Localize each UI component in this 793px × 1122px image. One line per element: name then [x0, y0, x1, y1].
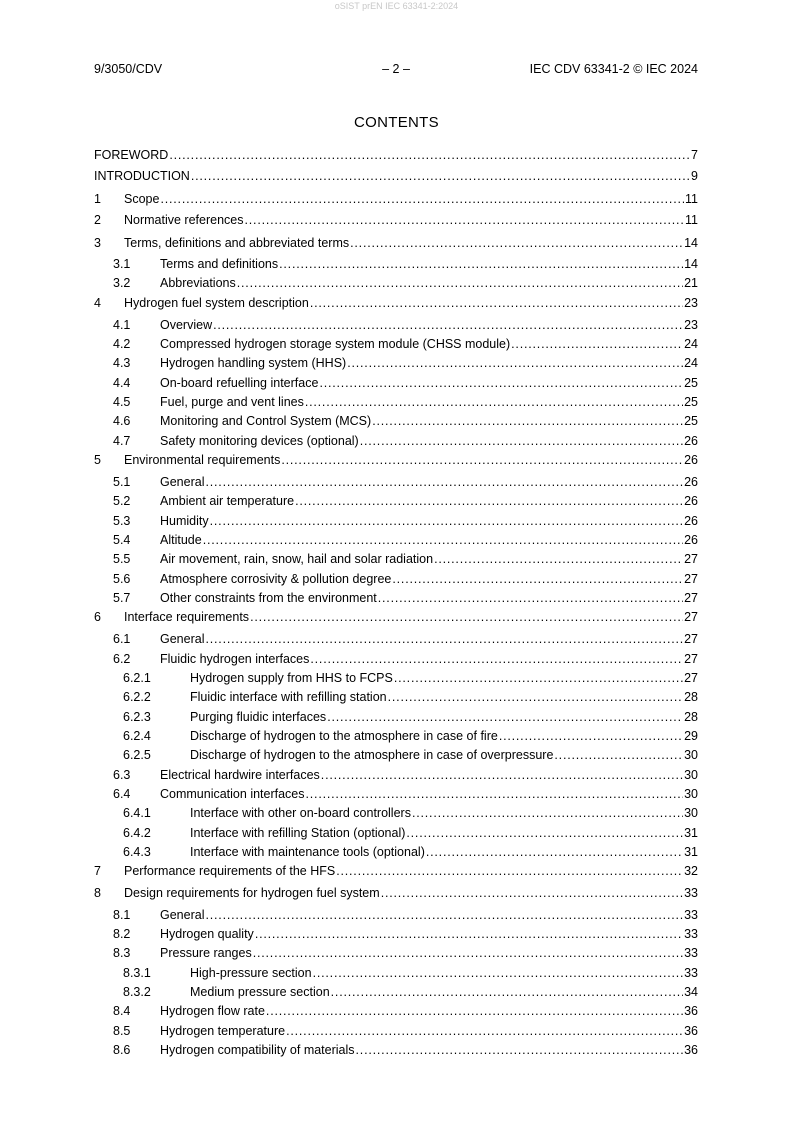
toc-entry-page: 23	[684, 318, 698, 332]
toc-entry-page: 21	[684, 276, 698, 290]
dot-leader	[350, 234, 683, 253]
toc-entry-title: Interface requirements	[124, 610, 250, 624]
toc-entry-link[interactable]	[190, 688, 698, 707]
toc-entry-title: Hydrogen flow rate	[160, 1004, 265, 1018]
toc-entry-number: 2	[94, 213, 101, 227]
toc-entry-title: Discharge of hydrogen to the atmosphere in case of fire	[190, 729, 498, 743]
toc-entry-page: 14	[684, 257, 698, 271]
dot-leader	[412, 804, 683, 823]
toc-entry-page: 27	[684, 652, 698, 666]
toc-entry-link[interactable]	[160, 1002, 698, 1021]
toc-entry[interactable]	[94, 146, 698, 165]
watermark: oSIST prEN IEC 63341-2:2024	[334, 1, 459, 11]
toc-entry-title: Pressure ranges	[160, 946, 252, 960]
toc-entry-link[interactable]	[160, 766, 698, 785]
toc-entry-page: 33	[684, 927, 698, 941]
toc-entry[interactable]	[94, 843, 698, 862]
toc-entry[interactable]	[94, 944, 698, 963]
toc-entry[interactable]	[94, 1041, 698, 1060]
toc-entry[interactable]	[94, 393, 698, 412]
toc-entry-number: 4.6	[113, 414, 131, 428]
dot-leader	[381, 884, 683, 903]
toc-entry-title: Ambient air temperature	[160, 494, 295, 508]
toc-entry-page: 24	[684, 337, 698, 351]
toc-entry-number: 3.1	[113, 257, 131, 271]
toc-entry-title: Hydrogen handling system (HHS)	[160, 356, 347, 370]
toc-entry[interactable]	[94, 708, 698, 727]
dot-leader	[203, 531, 683, 550]
toc-entry-title: Medium pressure section	[190, 985, 330, 999]
toc-entry-page: 31	[684, 845, 698, 859]
toc-entry[interactable]	[94, 316, 698, 335]
dot-leader	[356, 1041, 684, 1060]
dot-leader	[388, 688, 683, 707]
standard-designation: IEC CDV 63341-2 © IEC 2024	[529, 62, 698, 76]
toc-entry-page: 27	[684, 671, 698, 685]
toc-entry-page: 36	[684, 1004, 698, 1018]
toc-entry-page: 26	[684, 494, 698, 508]
toc-entry-title: General	[160, 632, 205, 646]
toc-entry-page: 30	[684, 787, 698, 801]
dot-leader	[255, 925, 683, 944]
toc-entry-number: 6.2.5	[123, 748, 151, 762]
toc-entry-page: 30	[684, 748, 698, 762]
dot-leader	[266, 1002, 683, 1021]
toc-entry-link[interactable]	[124, 884, 698, 903]
toc-entry-number: 7	[94, 864, 101, 878]
toc-entry[interactable]	[94, 512, 698, 531]
toc-entry-link[interactable]	[160, 492, 698, 511]
toc-entry-link[interactable]	[160, 473, 698, 492]
toc-entry-number: 5.2	[113, 494, 131, 508]
toc-entry-link[interactable]	[160, 785, 698, 804]
toc-entry[interactable]	[94, 274, 698, 293]
toc-entry-link[interactable]	[160, 531, 698, 550]
toc-entry-number: 5	[94, 453, 101, 467]
toc-entry-number: 6.3	[113, 768, 131, 782]
toc-entry-number: 4.4	[113, 376, 131, 390]
toc-entry[interactable]	[94, 785, 698, 804]
dot-leader	[378, 589, 683, 608]
toc-entry-title: Safety monitoring devices (optional)	[160, 434, 359, 448]
dot-leader	[306, 785, 684, 804]
toc-entry-number: 4	[94, 296, 101, 310]
toc-entry-number: 4.7	[113, 434, 131, 448]
toc-entry-link[interactable]	[160, 550, 698, 569]
toc-entry-page: 30	[684, 768, 698, 782]
dot-leader	[295, 492, 683, 511]
toc-entry-page: 27	[684, 552, 698, 566]
toc-entry-link[interactable]	[190, 804, 698, 823]
toc-entry[interactable]	[94, 234, 698, 253]
dot-leader	[310, 294, 683, 313]
toc-entry-title: Discharge of hydrogen to the atmosphere in case of overpressure	[190, 748, 554, 762]
toc-entry-link[interactable]	[190, 669, 698, 688]
toc-entry-number: 8.3.2	[123, 985, 151, 999]
toc-entry[interactable]	[94, 964, 698, 983]
toc-entry-link[interactable]	[124, 190, 698, 209]
toc-entry-link[interactable]	[94, 146, 698, 165]
toc-entry-title: Hydrogen supply from HHS to FCPS	[190, 671, 393, 685]
toc-entry-title: Design requirements for hydrogen fuel system	[124, 886, 380, 900]
toc-entry-number: 6.4.3	[123, 845, 151, 859]
toc-entry-title: Environmental requirements	[124, 453, 281, 467]
toc-entry-page: 27	[684, 610, 698, 624]
toc-entry-link[interactable]	[160, 570, 698, 589]
toc-entry[interactable]	[94, 335, 698, 354]
toc-entry-number: 8.4	[113, 1004, 131, 1018]
dot-leader	[213, 316, 683, 335]
dot-leader	[245, 211, 685, 230]
dot-leader	[554, 746, 683, 765]
toc-entry[interactable]	[94, 1022, 698, 1041]
toc-entry-page: 11	[685, 192, 698, 206]
toc-entry-page: 33	[684, 886, 698, 900]
toc-entry-title: Electrical hardwire interfaces	[160, 768, 320, 782]
toc-entry[interactable]	[94, 432, 698, 451]
toc-entry-link[interactable]	[190, 843, 698, 862]
dot-leader	[336, 862, 683, 881]
toc-entry-link[interactable]	[160, 432, 698, 451]
toc-entry[interactable]	[94, 925, 698, 944]
toc-entry-page: 25	[684, 395, 698, 409]
toc-entry[interactable]	[94, 473, 698, 492]
toc-entry-page: 27	[684, 572, 698, 586]
dot-leader	[210, 512, 683, 531]
toc-entry-page: 14	[684, 236, 698, 250]
dot-leader	[310, 650, 683, 669]
toc-entry-page: 24	[684, 356, 698, 370]
toc-entry-number: 3.2	[113, 276, 131, 290]
toc-entry-link[interactable]	[160, 412, 698, 431]
toc-entry-title: General	[160, 908, 205, 922]
toc-entry[interactable]	[94, 824, 698, 843]
toc-entry-link[interactable]	[160, 589, 698, 608]
toc-entry-title: Overview	[160, 318, 213, 332]
dot-leader	[347, 354, 683, 373]
toc-entry-link[interactable]	[190, 983, 698, 1002]
toc-entry-page: 26	[684, 475, 698, 489]
toc-entry[interactable]	[94, 492, 698, 511]
dot-leader	[305, 393, 683, 412]
toc-entry-page: 26	[684, 533, 698, 547]
toc-entry-link[interactable]	[190, 708, 698, 727]
toc-entry-page: 23	[684, 296, 698, 310]
toc-entry-page: 33	[684, 966, 698, 980]
toc-entry[interactable]	[94, 906, 698, 925]
toc-entry-link[interactable]	[160, 393, 698, 412]
toc-entry-title: Fluidic interface with refilling station	[190, 690, 387, 704]
toc-entry-title: Atmosphere corrosivity & pollution degree	[160, 572, 392, 586]
toc-entry-number: 6.2.3	[123, 710, 151, 724]
toc-entry-page: 27	[684, 632, 698, 646]
dot-leader	[321, 766, 683, 785]
toc-entry-number: 4.3	[113, 356, 131, 370]
toc-entry-number: 5.3	[113, 514, 131, 528]
dot-leader	[327, 708, 683, 727]
toc-entry-page: 34	[684, 985, 698, 999]
toc-entry-link[interactable]	[124, 862, 698, 881]
toc-entry[interactable]	[94, 412, 698, 431]
dot-leader	[169, 146, 690, 165]
toc-entry-title: Humidity	[160, 514, 209, 528]
toc-entry-page: 26	[684, 434, 698, 448]
toc-entry-link[interactable]	[124, 608, 698, 627]
toc-entry-title: FOREWORD	[94, 148, 169, 162]
toc-entry-page: 26	[684, 514, 698, 528]
toc-entry-page: 36	[684, 1043, 698, 1057]
toc-entry[interactable]	[94, 669, 698, 688]
toc-entry-title: Hydrogen temperature	[160, 1024, 286, 1038]
dot-leader	[394, 669, 683, 688]
toc-entry-link[interactable]	[190, 824, 698, 843]
toc-entry[interactable]	[94, 190, 698, 209]
toc-entry-number: 6.4.1	[123, 806, 151, 820]
toc-entry-link[interactable]	[124, 211, 698, 230]
toc-entry-title: Scope	[124, 192, 160, 206]
toc-entry-number: 4.2	[113, 337, 131, 351]
page-number: – 2 –	[382, 62, 410, 76]
dot-leader	[372, 412, 683, 431]
toc-entry-link[interactable]	[160, 1022, 698, 1041]
toc-entry[interactable]	[94, 374, 698, 393]
dot-leader	[406, 824, 683, 843]
toc-entry-title: Interface with refilling Station (optional)	[190, 826, 406, 840]
toc-entry-number: 8.2	[113, 927, 131, 941]
toc-entry-title: Normative references	[124, 213, 244, 227]
toc-entry-link[interactable]	[160, 335, 698, 354]
toc-entry-title: High-pressure section	[190, 966, 312, 980]
toc-entry-number: 6.2.4	[123, 729, 151, 743]
toc-entry-title: Altitude	[160, 533, 202, 547]
toc-entry-title: Hydrogen quality	[160, 927, 254, 941]
toc-entry-title: Interface with other on-board controllers	[190, 806, 411, 820]
toc-entry-number: 5.5	[113, 552, 131, 566]
toc-entry[interactable]	[94, 354, 698, 373]
toc-entry[interactable]	[94, 746, 698, 765]
toc-entry-title: Fluidic hydrogen interfaces	[160, 652, 310, 666]
dot-leader	[511, 335, 683, 354]
toc-entry-title: Performance requirements of the HFS	[124, 864, 336, 878]
toc-entry-number: 8.3.1	[123, 966, 151, 980]
toc-entry[interactable]	[94, 630, 698, 649]
toc-entry-page: 25	[684, 376, 698, 390]
toc-entry-link[interactable]	[124, 234, 698, 253]
toc-entry-link[interactable]	[160, 906, 698, 925]
toc-entry-link[interactable]	[94, 167, 698, 186]
toc-entry-number: 6.4.2	[123, 826, 151, 840]
toc-entry-number: 5.1	[113, 475, 131, 489]
toc-entry-number: 5.4	[113, 533, 131, 547]
dot-leader	[205, 630, 683, 649]
toc-entry-link[interactable]	[160, 255, 698, 274]
dot-leader	[191, 167, 690, 186]
toc-entry[interactable]	[94, 589, 698, 608]
toc-entry-link[interactable]	[124, 451, 698, 470]
page-title: CONTENTS	[354, 114, 439, 131]
toc-entry[interactable]	[94, 531, 698, 550]
toc-entry[interactable]	[94, 727, 698, 746]
toc-entry-page: 36	[684, 1024, 698, 1038]
toc-entry-number: 6.4	[113, 787, 131, 801]
toc-entry[interactable]	[94, 550, 698, 569]
toc-entry-number: 8.6	[113, 1043, 131, 1057]
toc-entry-link[interactable]	[160, 1041, 698, 1060]
toc-entry-page: 29	[684, 729, 698, 743]
toc-entry[interactable]	[94, 688, 698, 707]
dot-leader	[426, 843, 683, 862]
toc-entry[interactable]	[94, 608, 698, 627]
toc-entry[interactable]	[94, 804, 698, 823]
toc-entry-link[interactable]	[160, 354, 698, 373]
toc-entry-number: 6	[94, 610, 101, 624]
document-reference: 9/3050/CDV	[94, 62, 163, 76]
dot-leader	[250, 608, 683, 627]
toc-entry-page: 26	[684, 453, 698, 467]
toc-entry[interactable]	[94, 167, 698, 186]
toc-entry-link[interactable]	[160, 650, 698, 669]
toc-entry-number: 6.2.2	[123, 690, 151, 704]
toc-entry-title: Communication interfaces	[160, 787, 305, 801]
dot-leader	[279, 255, 683, 274]
dot-leader	[281, 451, 683, 470]
toc-entry-number: 5.7	[113, 591, 131, 605]
dot-leader	[499, 727, 683, 746]
toc-entry-title: Terms, definitions and abbreviated terms	[124, 236, 350, 250]
toc-entry-page: 27	[684, 591, 698, 605]
toc-entry-title: Compressed hydrogen storage system module (CHSS module)	[160, 337, 511, 351]
toc-entry[interactable]	[94, 211, 698, 230]
toc-entry-title: Monitoring and Control System (MCS)	[160, 414, 372, 428]
toc-entry-link[interactable]	[160, 630, 698, 649]
dot-leader	[434, 550, 683, 569]
toc-entry-link[interactable]	[124, 294, 698, 313]
toc-entry-link[interactable]	[160, 316, 698, 335]
dot-leader	[392, 570, 683, 589]
toc-entry[interactable]	[94, 983, 698, 1002]
toc-entry-link[interactable]	[160, 374, 698, 393]
toc-entry-link[interactable]	[160, 944, 698, 963]
toc-entry[interactable]	[94, 650, 698, 669]
toc-entry-number: 5.6	[113, 572, 131, 586]
toc-entry[interactable]	[94, 255, 698, 274]
page-header	[94, 61, 698, 77]
toc-entry-page: 30	[684, 806, 698, 820]
dot-leader	[313, 964, 684, 983]
toc-entry-page: 31	[684, 826, 698, 840]
dot-leader	[253, 944, 683, 963]
toc-entry[interactable]	[94, 862, 698, 881]
toc-entry-page: 28	[684, 710, 698, 724]
toc-entry-number: 3	[94, 236, 101, 250]
toc-entry-page: 7	[691, 148, 698, 162]
toc-entry-number: 6.2.1	[123, 671, 151, 685]
toc-entry[interactable]	[94, 570, 698, 589]
toc-entry-title: Air movement, rain, snow, hail and solar radiation	[160, 552, 434, 566]
toc-entry-title: Fuel, purge and vent lines	[160, 395, 304, 409]
toc-entry-title: Terms and definitions	[160, 257, 279, 271]
toc-entry-number: 1	[94, 192, 101, 206]
toc-entry-link[interactable]	[190, 727, 698, 746]
toc-entry-page: 9	[691, 169, 698, 183]
toc-entry-number: 4.5	[113, 395, 131, 409]
toc-entry[interactable]	[94, 884, 698, 903]
toc-entry-title: Hydrogen fuel system description	[124, 296, 309, 310]
toc-entry-title: General	[160, 475, 205, 489]
toc-entry-page: 32	[684, 864, 698, 878]
toc-entry-title: On-board refuelling interface	[160, 376, 319, 390]
toc-entry-title: Abbreviations	[160, 276, 236, 290]
toc-entry-title: Other constraints from the environment	[160, 591, 377, 605]
dot-leader	[331, 983, 683, 1002]
toc-entry-title: Purging fluidic interfaces	[190, 710, 327, 724]
dot-leader	[205, 906, 683, 925]
toc-entry-page: 33	[684, 908, 698, 922]
toc-entry[interactable]	[94, 451, 698, 470]
toc-entry-page: 33	[684, 946, 698, 960]
toc-entry-link[interactable]	[160, 512, 698, 531]
toc-entry-number: 6.1	[113, 632, 131, 646]
toc-entry[interactable]	[94, 294, 698, 313]
toc-entry-page: 25	[684, 414, 698, 428]
toc-entry-link[interactable]	[160, 274, 698, 293]
dot-leader	[286, 1022, 683, 1041]
toc-entry-number: 8.5	[113, 1024, 131, 1038]
toc-entry-link[interactable]	[190, 964, 698, 983]
toc-entry[interactable]	[94, 1002, 698, 1021]
dot-leader	[319, 374, 683, 393]
dot-leader	[160, 190, 684, 209]
toc-entry-page: 11	[685, 213, 698, 227]
toc-entry-number: 6.2	[113, 652, 131, 666]
toc-entry-link[interactable]	[160, 925, 698, 944]
toc-entry-number: 8	[94, 886, 101, 900]
dot-leader	[237, 274, 683, 293]
dot-leader	[205, 473, 683, 492]
toc-entry-title: Hydrogen compatibility of materials	[160, 1043, 355, 1057]
toc-entry-number: 8.1	[113, 908, 131, 922]
toc-entry-title: Interface with maintenance tools (optional)	[190, 845, 425, 859]
toc-entry-link[interactable]	[190, 746, 698, 765]
toc-entry-page: 28	[684, 690, 698, 704]
toc-entry-number: 8.3	[113, 946, 131, 960]
toc-entry[interactable]	[94, 766, 698, 785]
toc-entry-number: 4.1	[113, 318, 131, 332]
dot-leader	[360, 432, 683, 451]
toc-entry-title: INTRODUCTION	[94, 169, 190, 183]
